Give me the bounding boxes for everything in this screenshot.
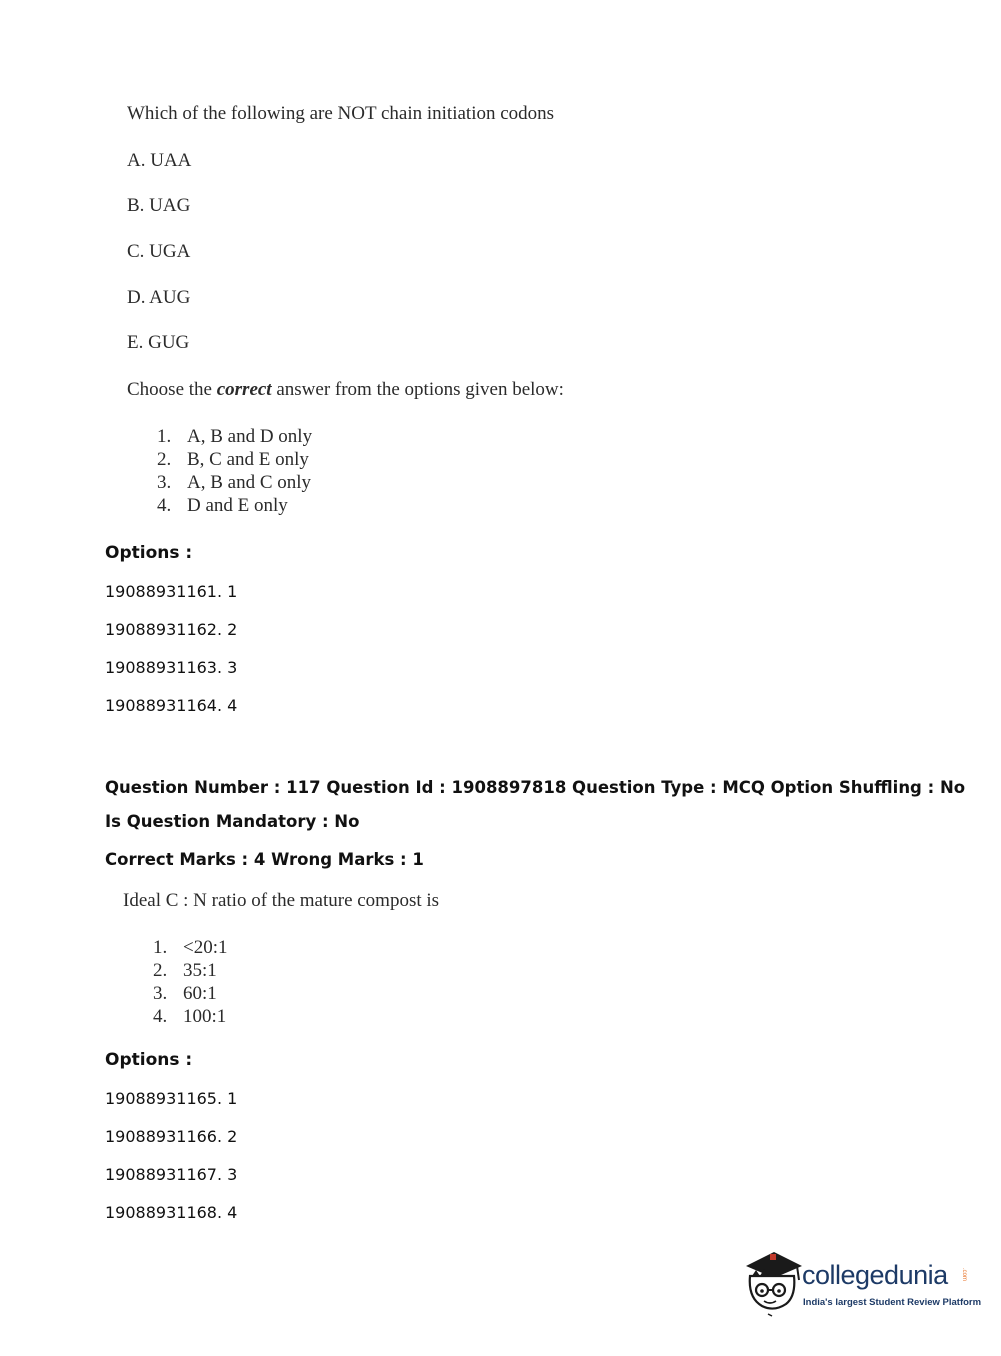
question-stem: Which of the following are NOT chain initiation codons bbox=[127, 103, 555, 124]
answer-choice-list bbox=[153, 936, 228, 1028]
answer-choice: 1. <20:1 bbox=[153, 937, 228, 958]
logo-domain-suffix: .com bbox=[961, 1268, 967, 1282]
statement-d: D. AUG bbox=[127, 287, 191, 308]
answer-choice-list bbox=[157, 425, 312, 517]
option-id: 19088931162. 2 bbox=[105, 620, 238, 639]
option-id: 19088931164. 4 bbox=[105, 696, 238, 715]
logo-wordmark: collegedunia bbox=[802, 1260, 948, 1290]
option-id: 19088931168. 4 bbox=[105, 1203, 238, 1222]
answer-choice: 2. B, C and E only bbox=[157, 449, 309, 470]
question-marks: Correct Marks : 4 Wrong Marks : 1 bbox=[105, 850, 424, 869]
answer-choice: 4. 100:1 bbox=[153, 1006, 227, 1027]
choose-instruction: Choose the correct answer from the options given below: bbox=[127, 379, 564, 400]
question-mandatory: Is Question Mandatory : No bbox=[105, 812, 360, 831]
option-id: 19088931163. 3 bbox=[105, 658, 238, 677]
statement-a: A. UAA bbox=[127, 150, 192, 171]
answer-choice: 1. A, B and D only bbox=[157, 426, 313, 447]
option-id: 19088931161. 1 bbox=[105, 582, 238, 601]
question-stem: Ideal C : N ratio of the mature compost is bbox=[123, 890, 440, 911]
option-id: 19088931166. 2 bbox=[105, 1127, 238, 1146]
logo-tagline: India's largest Student Review Platform bbox=[803, 1297, 982, 1308]
answer-choice: 2. 35:1 bbox=[153, 960, 217, 981]
statement-b: B. UAG bbox=[127, 195, 191, 216]
options-heading: Options : bbox=[105, 1050, 193, 1070]
statement-e: E. GUG bbox=[127, 332, 190, 353]
answer-choice: 3. A, B and C only bbox=[157, 472, 312, 493]
collegedunia-logo bbox=[742, 1250, 982, 1320]
answer-choice: 4. D and E only bbox=[157, 495, 288, 516]
graduate-mascot-icon bbox=[742, 1250, 804, 1320]
option-id: 19088931165. 1 bbox=[105, 1089, 238, 1108]
option-id: 19088931167. 3 bbox=[105, 1165, 238, 1184]
answer-choice: 3. 60:1 bbox=[153, 983, 217, 1004]
question-meta: Question Number : 117 Question Id : 1908897818 Question Type : MCQ Option Shuffling : No bbox=[105, 778, 966, 797]
options-heading: Options : bbox=[105, 543, 193, 563]
statement-c: C. UGA bbox=[127, 241, 191, 262]
